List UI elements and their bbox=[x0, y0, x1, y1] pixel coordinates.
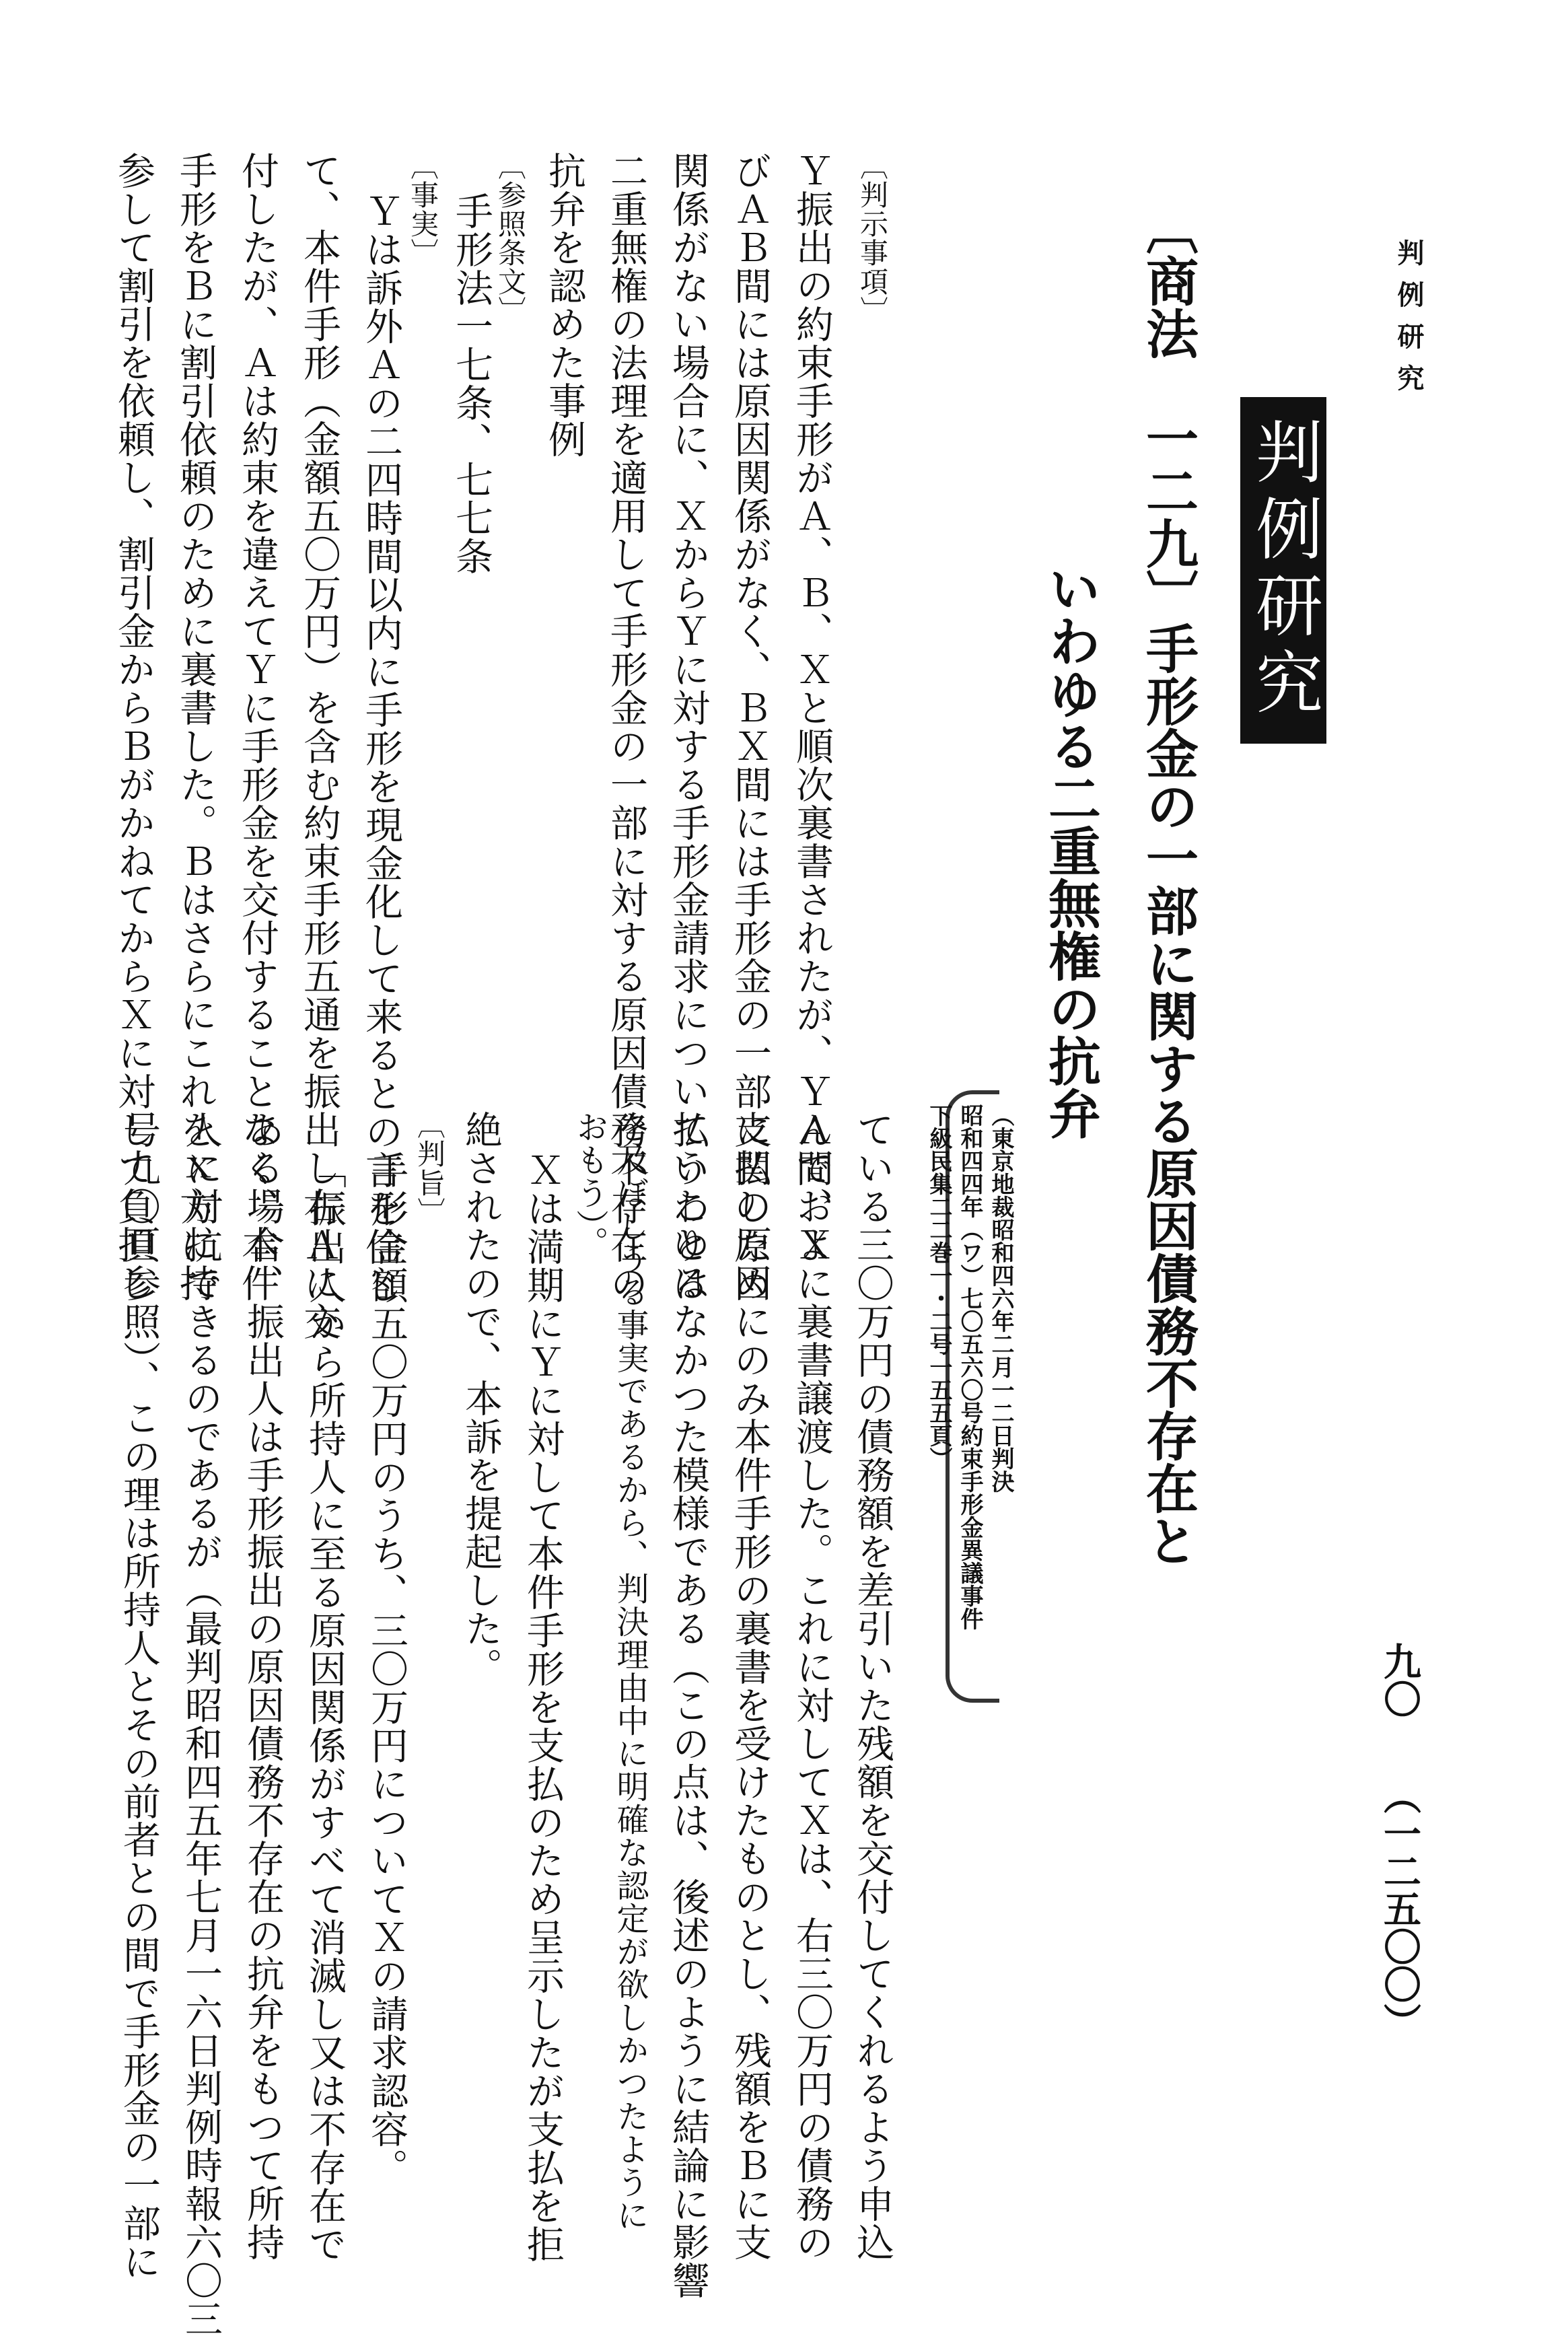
text-line: ある場合、振出人は手形振出の原因債務不存在の抗弁をもつて所持 bbox=[241, 1110, 285, 2261]
text-line: 関係がない場合に、ＸからＹに対する手形金請求についていわゆる bbox=[666, 151, 710, 1302]
text-line: 支払のためにのみ本件手形の裏書を受けたものとし、残額をＢに支 bbox=[728, 1110, 772, 2261]
text-line: 号九〇頁参照）、この理は所持人とその前者との間で手形金の一部に bbox=[117, 1110, 161, 2281]
text-line: 人に対抗できるのであるが（最判昭和四五年七月一六日判例時報六〇三 bbox=[179, 1110, 223, 2338]
text-line: 手形金額五〇万円のうち、三〇万円についてＸの請求認容。 bbox=[365, 1151, 408, 2187]
page-number: 九〇 bbox=[1378, 1642, 1422, 1717]
case-heading bbox=[1137, 202, 1198, 1567]
section-title: 判例研究 bbox=[1244, 417, 1323, 724]
citation-line: （東京地裁昭和四六年二月一二日判決 bbox=[987, 1104, 1014, 1493]
text-line: 手形をＢに割引依頼のために裏書した。Ｂはさらにこれをｘ方に持 bbox=[174, 151, 217, 1302]
running-header: 判例研究 bbox=[1393, 239, 1425, 406]
text-line: おもう）。 bbox=[571, 1110, 608, 1259]
section-heading-statutes: 〔参照条文〕 bbox=[494, 151, 527, 325]
text-line: びＡＢ間には原因関係がなく、ＢＸ間には手形金の一部に関し原因 bbox=[728, 151, 772, 1302]
text-line: 二重無権の法理を適用して手形金の一部に対する原因債務不存在の bbox=[604, 151, 648, 1302]
text-line: Ｙ振出の約束手形がＡ、Ｂ、Ｘと順次裏書されたが、ＹＡ間およ bbox=[790, 151, 834, 1264]
text-line: ている三〇万円の債務額を差引いた残額を交付してくれるよう申込 bbox=[851, 1110, 894, 2261]
section-heading-judgment: 〔判旨〕 bbox=[413, 1110, 446, 1226]
text-line: 払うことはなかつた模様である（この点は、後述のように結論に影響 bbox=[666, 1110, 710, 2300]
article-title-line1: 手形金の一部に関する原因債務不存在と bbox=[1137, 622, 1199, 1567]
section-heading-facts: 〔事実〕 bbox=[406, 151, 439, 267]
case-label: 〔商法 一二九〕 bbox=[1137, 202, 1199, 622]
page-total: （一二五〇〇） bbox=[1378, 1777, 1422, 2041]
section-title-box bbox=[1240, 397, 1326, 744]
section-heading-holdings: 〔判示事項〕 bbox=[856, 151, 889, 325]
text-line: 抗弁を認めた事例 bbox=[542, 151, 586, 458]
text-line: 参して割引を依頼し、割引金からＢがかねてからＸに対して負担し bbox=[112, 151, 155, 1302]
text-line: Ｘは満期にＹに対して本件手形を支払のため呈示したが支払を拒 bbox=[521, 1151, 565, 2263]
text-line: 「振出人から所持人に至る原因関係がすべて消滅し又は不存在で bbox=[303, 1151, 347, 2263]
text-line: Ｙは訴外Ａの二四時間以内に手形を現金化して来るとの言を信じ bbox=[359, 192, 403, 1304]
citation-line: 昭和四四年（ワ）七〇五六〇号約束手形金異議事件 bbox=[956, 1104, 983, 1630]
citation bbox=[925, 1104, 1016, 1630]
text-line: 付したが、Ａは約束を違えてＹに手形金を交付することなく、本件 bbox=[236, 151, 279, 1302]
text-line: んで、Ｘに裏書譲渡した。これに対してＸは、右三〇万円の債務の bbox=[790, 1110, 834, 2261]
text-line: 絶されたので、本訴を提起した。 bbox=[459, 1110, 503, 1686]
citation-line: 下級民集二二巻一・二号一五五頁） bbox=[925, 1104, 952, 1470]
text-line: 手形法一七条、七七条 bbox=[450, 192, 493, 575]
article-title-line2: いわゆる二重無権の抗弁 bbox=[1040, 562, 1101, 1139]
text-line: を及ぼしうる事実であるから、判決理由中に明確な認定が欲しかつたように bbox=[611, 1110, 649, 2232]
text-line: て、本件手形（金額五〇万円）を含む約束手形五通を振出し右Ａに交 bbox=[297, 151, 341, 1341]
